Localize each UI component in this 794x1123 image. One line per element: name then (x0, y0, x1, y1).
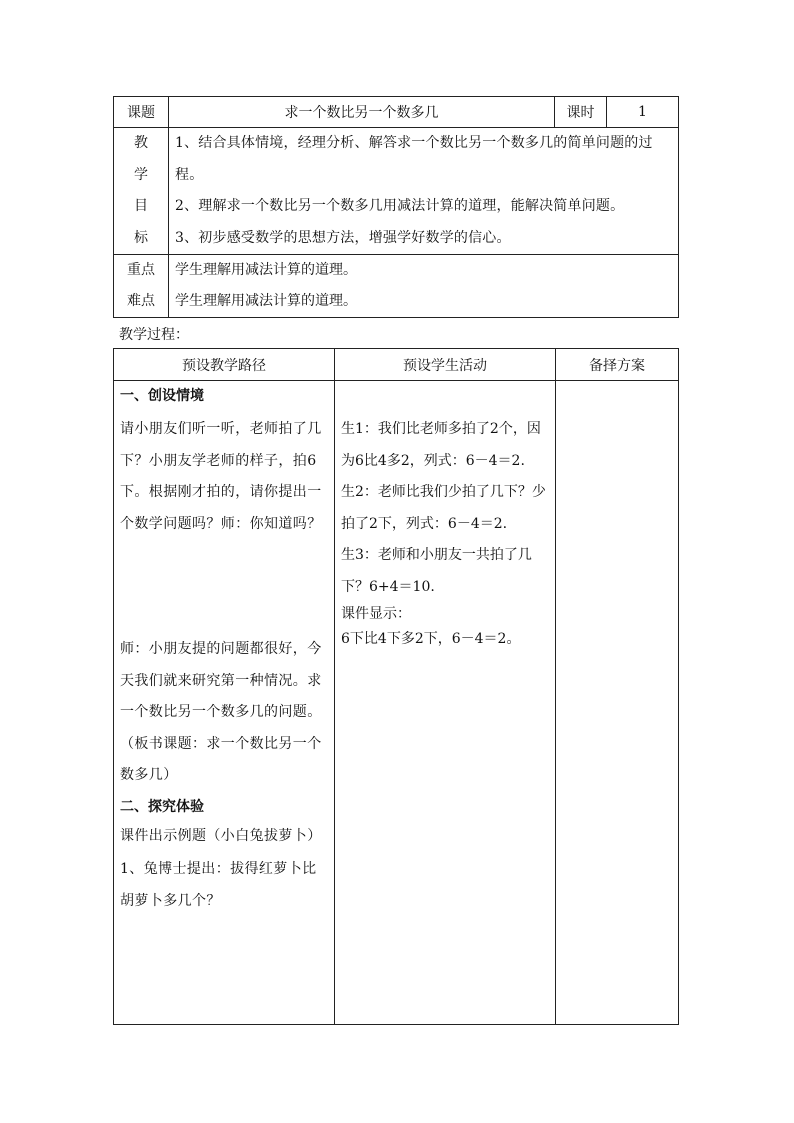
period-value: 1 (607, 97, 679, 128)
courseware-display-content: 6下比4下多2下，6－4＝2。 (341, 631, 521, 647)
key-difficulty-content (169, 255, 679, 318)
student-response: 生2：老师比我们少拍了几下？少拍了2下，列式：6－4＝2. (341, 484, 546, 532)
objective-item: 3、初步感受数学的思想方法，增强学好数学的信心。 (175, 229, 511, 246)
topic-value: 求一个数比另一个数多几 (169, 97, 555, 128)
teacher-paragraph: 1、兔博士提出：拔得红萝卜比胡萝卜多几个？ (120, 861, 317, 909)
header-student-activity: 预设学生活动 (335, 349, 556, 381)
teacher-paragraph: 师：小朋友提的问题都很好，今天我们就来研究第一种情况。求一个数比另一个数多几的问题。 (120, 641, 322, 720)
teacher-paragraph: 请小朋友们听一听，老师拍了几下？小朋友学老师的样子，拍6下。根据刚才拍的，请你提出一个数学问题吗？师：你知道吗？ (120, 421, 322, 532)
teacher-paragraph: （板书课题：求一个数比另一个数多几） (120, 735, 322, 783)
section-title: 一、创设情境 (120, 388, 204, 404)
section-title: 二、探究体验 (120, 798, 204, 815)
student-response: 生3：老师和小朋友一共拍了几下？6+4＝10. (341, 547, 532, 595)
period-label: 课时 (555, 97, 607, 128)
topic-label: 课题 (114, 97, 169, 128)
teaching-process-table (113, 348, 679, 1025)
courseware-display-label: 课件显示： (341, 606, 411, 622)
objectives-label-char: 学 (134, 166, 148, 183)
objectives-label-char: 目 (134, 198, 148, 214)
difficulty-value: 学生理解用减法计算的道理。 (175, 293, 357, 309)
teacher-path-column (114, 381, 335, 1025)
alternative-plan-column (556, 381, 679, 1025)
header-alternative-plan: 备择方案 (556, 349, 679, 381)
student-response: 生1：我们比老师多拍了2个，因为6比4多2，列式：6－4＝2. (341, 421, 541, 469)
student-activity-column (335, 381, 556, 1025)
header-teacher-path: 预设教学路径 (114, 349, 335, 381)
objective-item: 2、理解求一个数比另一个数多几用减法计算的道理，能解决简单问题。 (175, 198, 625, 214)
objectives-label (114, 128, 169, 255)
difficulty-label: 难点 (127, 293, 155, 309)
objective-item: 1、结合具体情境，经理分析、解答求一个数比另一个数多几的简单问题的过程。 (175, 135, 653, 183)
key-difficulty-labels (114, 255, 169, 318)
key-value: 学生理解用减法计算的道理。 (175, 262, 357, 278)
objectives-content (169, 128, 679, 255)
teaching-process-caption: 教学过程： (119, 327, 189, 343)
key-label: 重点 (127, 262, 155, 278)
objectives-label-char: 教 (134, 135, 148, 151)
objectives-label-char: 标 (134, 229, 148, 246)
lesson-info-table (113, 96, 679, 318)
teacher-paragraph: 课件出示例题（小白兔拔萝卜） (120, 827, 322, 844)
